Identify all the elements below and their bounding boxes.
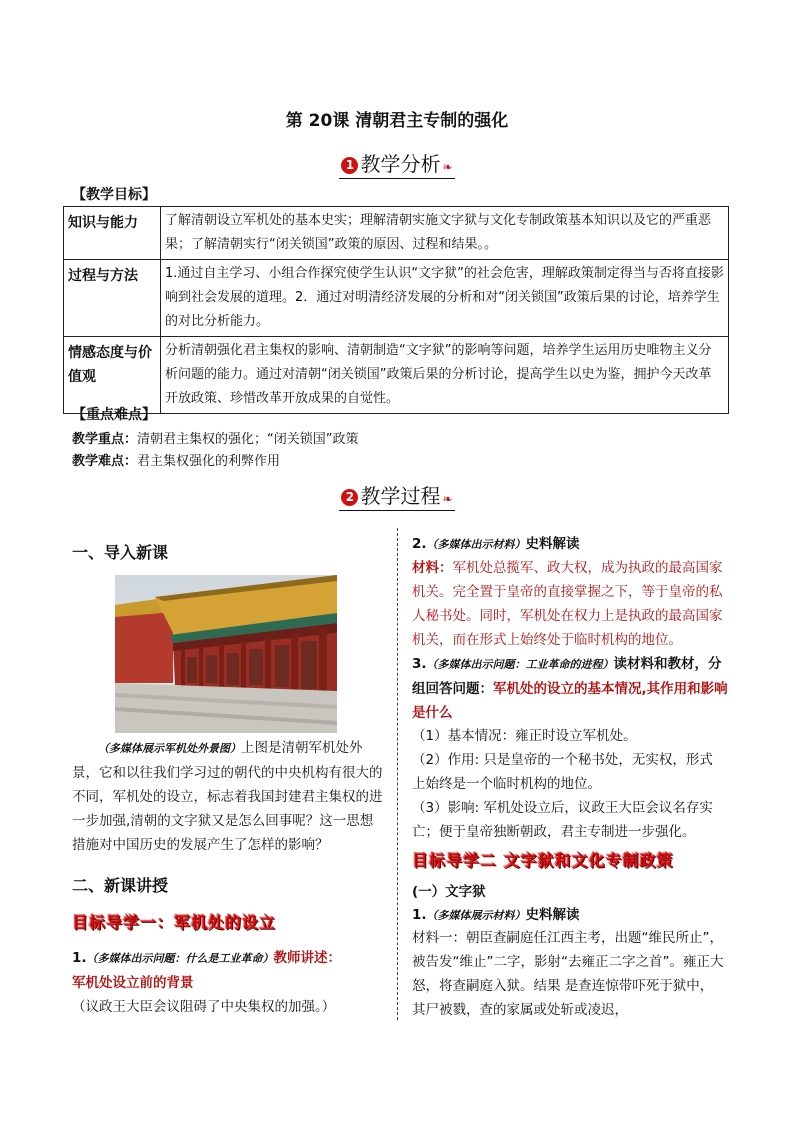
- heading-new-lesson: 二、新课讲授: [72, 876, 169, 895]
- item-4: [412, 903, 726, 928]
- section-number-badge: 2: [341, 489, 358, 506]
- table-row: [64, 207, 729, 260]
- answer-2: （2）作用: 只是皇帝的一个秘书处，无实权，形式上始终是一个临时机构的地位。: [412, 752, 713, 792]
- item-2: [412, 532, 726, 557]
- item-title: 史料解读: [525, 536, 580, 552]
- leaf-icon: ❧: [442, 492, 453, 506]
- goal-label: 过程与方法: [64, 260, 161, 337]
- goal-label: 知识与能力: [64, 207, 161, 260]
- material-label: 材料：: [412, 560, 453, 576]
- intro-paragraph: [72, 736, 386, 857]
- item-red-label: 教师讲述：: [273, 950, 342, 966]
- lesson-title: 第 20课 清朝君主专制的强化: [285, 111, 509, 131]
- item-question: 军机处的设立的基本情况,其作用和影响是什么: [412, 681, 728, 721]
- key-points-label: 【重点难点】: [72, 407, 156, 423]
- goal-text: 1.通过自主学习、小组合作探究使学生认识“文字狱”的社会危害，理解政策制定得当与否将直接影响到社会发展的道理。2．通过对明清经济发展的分析和对“闭关锁国”政策后果的讨论，培养学生的对比分析能力。: [161, 260, 729, 337]
- key-point-line: [72, 428, 359, 447]
- material-one: 材料一：朝臣查嗣庭任江西主考，出题“维民所止”，被告发“维止”二字，影射“去雍正二字之首”。雍正大怒，将查嗣庭入狱。结果 是查连惊带吓死于狱中，其尸被戮，查的家属或处斩或凌迟，: [412, 930, 724, 1018]
- difficult-point-line: [72, 450, 280, 469]
- item-number: 1.: [412, 907, 427, 923]
- item-note: （多媒体出示问题：工业革命的进程）: [426, 658, 614, 671]
- item-number: 3.: [412, 656, 427, 672]
- column-divider: [397, 528, 398, 1020]
- item-note: （多媒体出示材料）: [426, 538, 526, 551]
- section-heading-process: [0, 480, 794, 511]
- subsection-literary-inquisition: (一）文字狱: [412, 884, 486, 900]
- item-note-text: （议政王大臣会议阻碍了中央集权的加强。）: [72, 999, 336, 1015]
- goal-banner-1: 目标导学一：军机处的设立: [72, 913, 277, 932]
- item-3: [412, 652, 728, 725]
- item-text: 读材料和教材，分组回答问题：: [412, 656, 722, 697]
- item-note: （多媒体展示材料）: [426, 909, 526, 922]
- teaching-goals-label: 【教学目标】: [72, 187, 156, 203]
- difficult-point-text: 君主集权强化的利弊作用: [137, 454, 281, 469]
- goal-text: 分析清朝强化君主集权的影响、清朝制造“文字狱”的影响等问题，培养学生运用历史唯物主义分析问题的能力。通过对清朝“闭关锁国”政策后果的分析讨论，提高学生以史为鉴，拥护今天改革开放政策、珍惜改革开放成果的自觉性。: [161, 337, 729, 414]
- key-point-label: 教学重点：: [72, 432, 138, 447]
- material-text: 军机处总揽军、政大权，成为执政的最高国家机关。完全置于皇帝的直接掌握之下，等于皇帝的私人秘书处。同时，军机处在权力上是执政的最高国家机关，而在形式上始终处于临时机构的地位。: [412, 560, 723, 648]
- goal-banner-2: 目标导学二 文字狱和文化专制政策: [412, 851, 674, 870]
- leaf-icon: ❧: [442, 160, 453, 174]
- item-number: 1.: [72, 950, 87, 966]
- item-note: （多媒体出示问题：什么是工业革命）: [86, 952, 274, 965]
- image-caption: （多媒体展示军机处外景图）: [98, 742, 241, 755]
- intro-text: 上图是清朝军机处外景，它和以往我们学习过的朝代的中央机构有很大的不同，军机处的设立，标志着我国封建君主集权的进一步加强,清朝的文字狱又是怎么回事呢？这一思想措施对中国历史的发展产生了怎样的影响？: [72, 740, 383, 853]
- item-number: 2.: [412, 536, 427, 552]
- answer-1: （1）基本情况：雍正时设立军机处。: [412, 728, 637, 744]
- section-heading-label: 教学分析: [360, 152, 441, 176]
- table-row: [64, 260, 729, 337]
- material-paragraph: [412, 556, 726, 652]
- difficult-point-label: 教学难点：: [72, 454, 138, 469]
- item-title: 史料解读: [525, 907, 580, 923]
- section-heading-analysis: [0, 148, 794, 179]
- key-point-text: 清朝君主集权的强化；“闭关锁国”政策: [137, 432, 359, 447]
- answer-3: （3）影响: 军机处设立后，议政王大臣会议名存实亡；便于皇帝独断朝政，君主专制进一步强化。: [412, 800, 713, 840]
- goal-label: 情感态度与价值观: [64, 337, 161, 414]
- item-1: [72, 946, 390, 1019]
- table-row: [64, 337, 729, 414]
- grand-council-photo: [115, 575, 337, 733]
- goal-text: 了解清朝设立军机处的基本史实；理解清朝实施文字狱与文化专制政策基本知识以及它的严重恶果；了解清朝实行“闭关锁国”政策的原因、过程和结果。。: [161, 207, 729, 260]
- section-number-badge: 1: [341, 157, 358, 174]
- item-subtitle: 军机处设立前的背景: [72, 975, 194, 991]
- section-heading-label: 教学过程: [360, 484, 441, 508]
- teaching-goals-table: [63, 206, 729, 414]
- heading-intro: 一、导入新课: [72, 543, 169, 562]
